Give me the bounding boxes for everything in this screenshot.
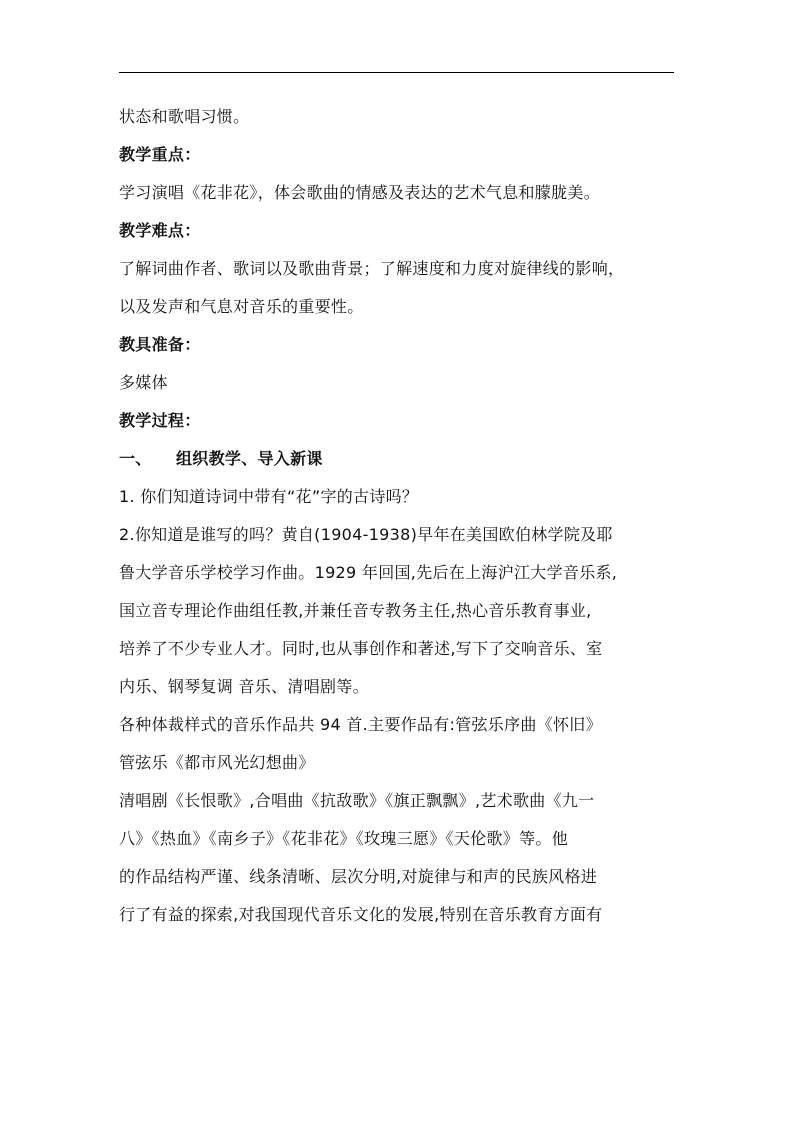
paragraph-works-line-6: 行了有益的探索,对我国现代音乐文化的发展,特别在音乐教育方面有 [119, 905, 603, 924]
heading-teaching-process: 教学过程： [119, 411, 201, 430]
document-body [119, 98, 679, 934]
paragraph-teaching-tools: 多媒体 [119, 373, 168, 392]
header-rule [119, 72, 674, 73]
paragraph-difficulty-line-1: 了解词曲作者、歌词以及歌曲背景；了解速度和力度对旋律线的影响， [119, 259, 625, 278]
paragraph-question-2-line-5: 内乐、钢琴复调 音乐、清唱剧等。 [119, 677, 369, 696]
paragraph-works-line-1: 各种体裁样式的音乐作品共 94 首.主要作品有:管弦乐序曲《怀旧》 [119, 715, 602, 734]
paragraph-works-line-5: 的作品结构严谨、线条清晰、层次分明,对旋律与和声的民族风格进 [119, 867, 598, 886]
paragraph-question-2-line-2: 鲁大学音乐学校学习作曲。1929 年回国,先后在上海沪江大学音乐系, [119, 563, 618, 582]
heading-teaching-focus: 教学重点： [119, 145, 201, 164]
paragraph-works-line-2: 管弦乐《都市风光幻想曲》 [119, 753, 315, 772]
paragraph-works-line-4: 八》《热血》《南乡子》《花非花》《玫瑰三愿》《天伦歌》等。他 [119, 829, 569, 848]
paragraph-question-2-line-1: 2.你知道是谁写的吗？黄自(1904-1938)早年在美国欧伯林学院及耶 [119, 525, 613, 544]
heading-step-one [119, 440, 679, 478]
paragraph-difficulty-line-2: 以及发声和气息对音乐的重要性。 [119, 297, 364, 316]
heading-teaching-difficulty: 教学难点： [119, 221, 201, 240]
paragraph-question-2-line-4: 培养了不少专业人才。同时,也从事创作和著述,写下了交响音乐、室 [119, 639, 603, 658]
paragraph-teaching-focus: 学习演唱《花非花》，体会歌曲的情感及表达的艺术气息和朦胧美。 [119, 183, 601, 202]
heading-teaching-tools: 教具准备： [119, 335, 201, 354]
paragraph-works-line-3: 清唱剧《长恨歌》,合唱曲《抗敌歌》《旗正飘飘》,艺术歌曲《九一 [119, 791, 595, 810]
paragraph-question-2-line-3: 国立音专理论作曲组任教,并兼任音专教务主任,热心音乐教育事业, [119, 601, 592, 620]
heading-step-one-number: 一、 [119, 449, 152, 468]
paragraph-question-1: 1. 你们知道诗词中带有“花”字的古诗吗？ [119, 487, 419, 506]
paragraph-state: 状态和歌唱习惯。 [119, 107, 250, 126]
heading-step-one-text: 组织教学、导入新课 [176, 449, 323, 468]
